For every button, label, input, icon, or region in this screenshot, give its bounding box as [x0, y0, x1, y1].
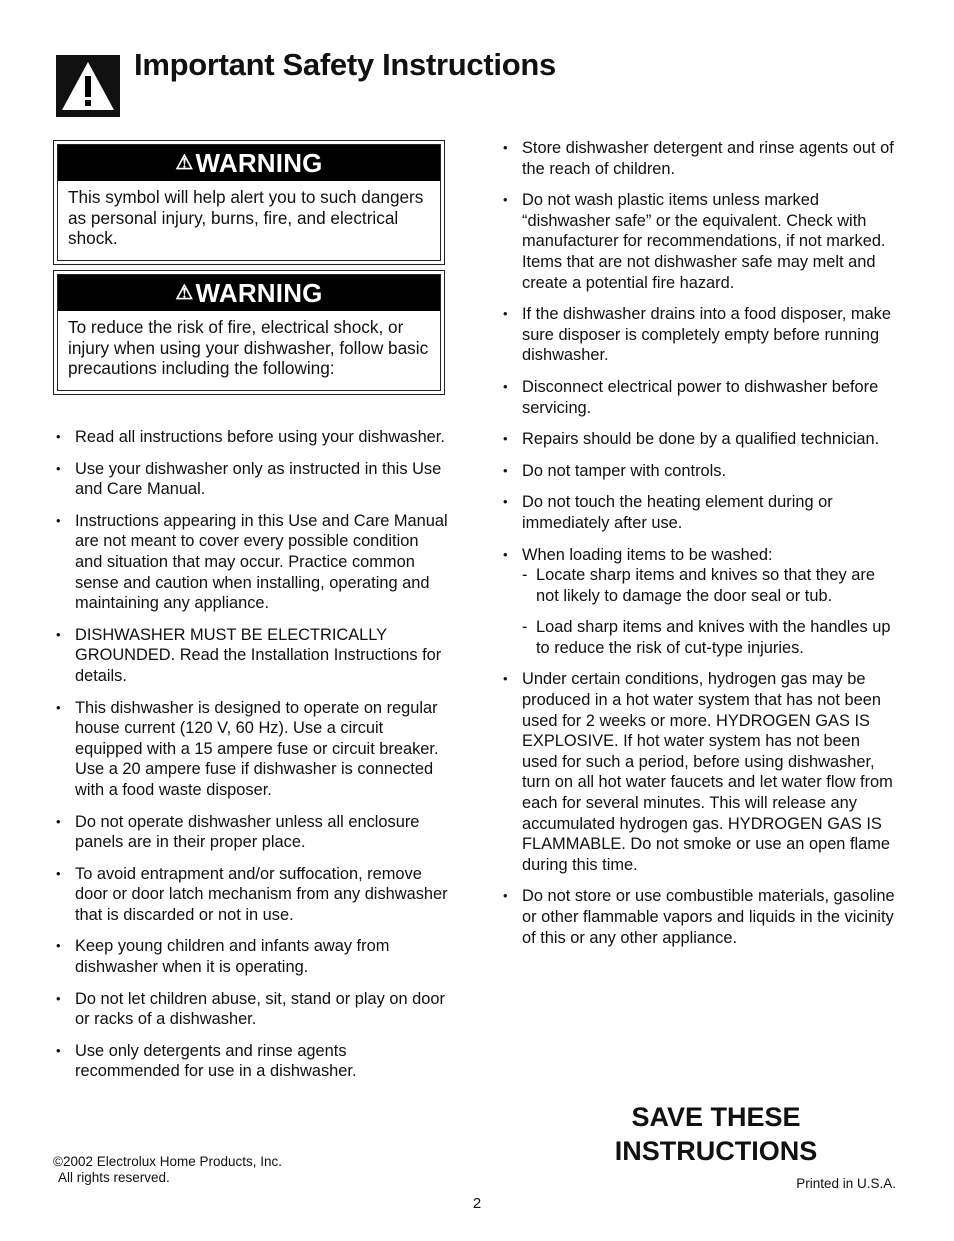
loading-sublist [522, 565, 895, 658]
list-item: • Keep young children and infants away from dishwasher when it is operating. [56, 937, 390, 977]
list-item: • To avoid entrapment and/or suffocation, remove door or door latch mechanism from any dishwasher that is discarded or not in use. [56, 864, 448, 924]
warning-banner [58, 145, 440, 181]
save-line-1: SAVE THESE [631, 1102, 801, 1132]
warning-triangle-icon: ⚠ [175, 281, 194, 304]
warning-triangle-icon: ⚠ [175, 151, 194, 174]
instructions-list [500, 138, 895, 948]
instructions-list [53, 427, 448, 1082]
list-item: • Disconnect electrical power to dishwasher before servicing. [503, 377, 879, 417]
list-item: • Store dishwasher detergent and rinse agents out of the reach of children. [503, 139, 894, 178]
warning-triangle-icon [56, 55, 120, 117]
sub-list-item: - Load sharp items and knives with the handles up to reduce the risk of cut-type injuries. [522, 618, 891, 657]
list-item: • Do not operate dishwasher unless all enclosure panels are in their proper place. [56, 812, 420, 852]
list-item: • Use only detergents and rinse agents recommended for use in a dishwasher. [56, 1041, 357, 1081]
list-item: • Under certain conditions, hydrogen gas may be produced in a hot water system that has not been used for 2 weeks or more. HYDROGEN GAS IS EXPLOSIVE. If hot water system has not been used for such a period, before using dishwasher, turn on all hot water faucets and let water flow from each for several minutes. This will release any accumulated hydrogen gas. HYDROGEN GAS IS FLAMMABLE. Do not smoke or use an open flame during this time. [503, 670, 893, 874]
list-item: • DISHWASHER MUST BE ELECTRICALLY GROUNDED. Read the Installation Instructions for details. [56, 625, 442, 685]
list-item: • Do not tamper with controls. [503, 461, 727, 480]
list-item: • Read all instructions before using your dishwasher. [56, 428, 445, 446]
save-line-2: INSTRUCTIONS [614, 1136, 818, 1166]
left-instructions-column [53, 427, 448, 1093]
warning-label: WARNING [195, 277, 323, 308]
warning-box-symbol [53, 140, 445, 265]
copyright [53, 1154, 282, 1186]
list-item: • If the dishwasher drains into a food disposer, make sure disposer is completely empty before running dishwasher. [503, 305, 891, 365]
right-instructions-column [500, 138, 895, 959]
list-item: • When loading items to be washed: - Locate sharp items and knives so that they are not likely to damage the door seal or tub. - Load sharp items and knives with the handles up to reduce the risk of cut-type injuries. [500, 545, 895, 659]
page-number: 2 [472, 1195, 482, 1212]
list-item: • Instructions appearing in this Use and Care Manual are not meant to cover every possible condition and situation that may occur. Practice common sense and caution when installing, operating and maintaining any appliance. [56, 511, 448, 613]
list-item: • Do not touch the heating element during or immediately after use. [503, 493, 833, 532]
warning-banner [58, 275, 440, 311]
list-item: • Do not store or use combustible materials, gasoline or other flammable vapors and liquids in the vicinity of this or any other appliance. [503, 887, 895, 947]
warning-box-precautions [53, 270, 445, 395]
rights-line: All rights reserved. [58, 1170, 170, 1185]
list-item: • Do not wash plastic items unless marked “dishwasher safe” or the equivalent. Check with manufacturer for recommendations, if not marked. Items that are not dishwasher safe may melt and create a potential fire hazard. [503, 191, 886, 292]
page-title: Important Safety Instructions [134, 47, 556, 82]
printed-in: Printed in U.S.A. [796, 1176, 896, 1191]
warning-text: This symbol will help alert you to such dangers as personal injury, burns, fire, and electrical shock. [68, 187, 424, 249]
list-item: • Repairs should be done by a qualified technician. [503, 430, 880, 449]
list-item: • This dishwasher is designed to operate on regular house current (120 V, 60 Hz). Use a circuit equipped with a 15 ampere fuse or circuit breaker. Use a 20 ampere fuse if dishwasher is connected with a food waste disposer. [56, 698, 439, 799]
list-item: • Do not let children abuse, sit, stand or play on door or racks of a dishwasher. [56, 989, 445, 1029]
copyright-line: ©2002 Electrolux Home Products, Inc. [53, 1154, 283, 1169]
warning-label: WARNING [195, 147, 323, 178]
warning-text: To reduce the risk of fire, electrical shock, or injury when using your dishwasher, follow basic precautions including the following: [68, 317, 429, 379]
save-instructions-heading [606, 1100, 826, 1168]
list-item: • Use your dishwasher only as instructed in this Use and Care Manual. [56, 459, 442, 499]
sub-list-item: - Locate sharp items and knives so that they are not likely to damage the door seal or tub. [522, 566, 875, 605]
